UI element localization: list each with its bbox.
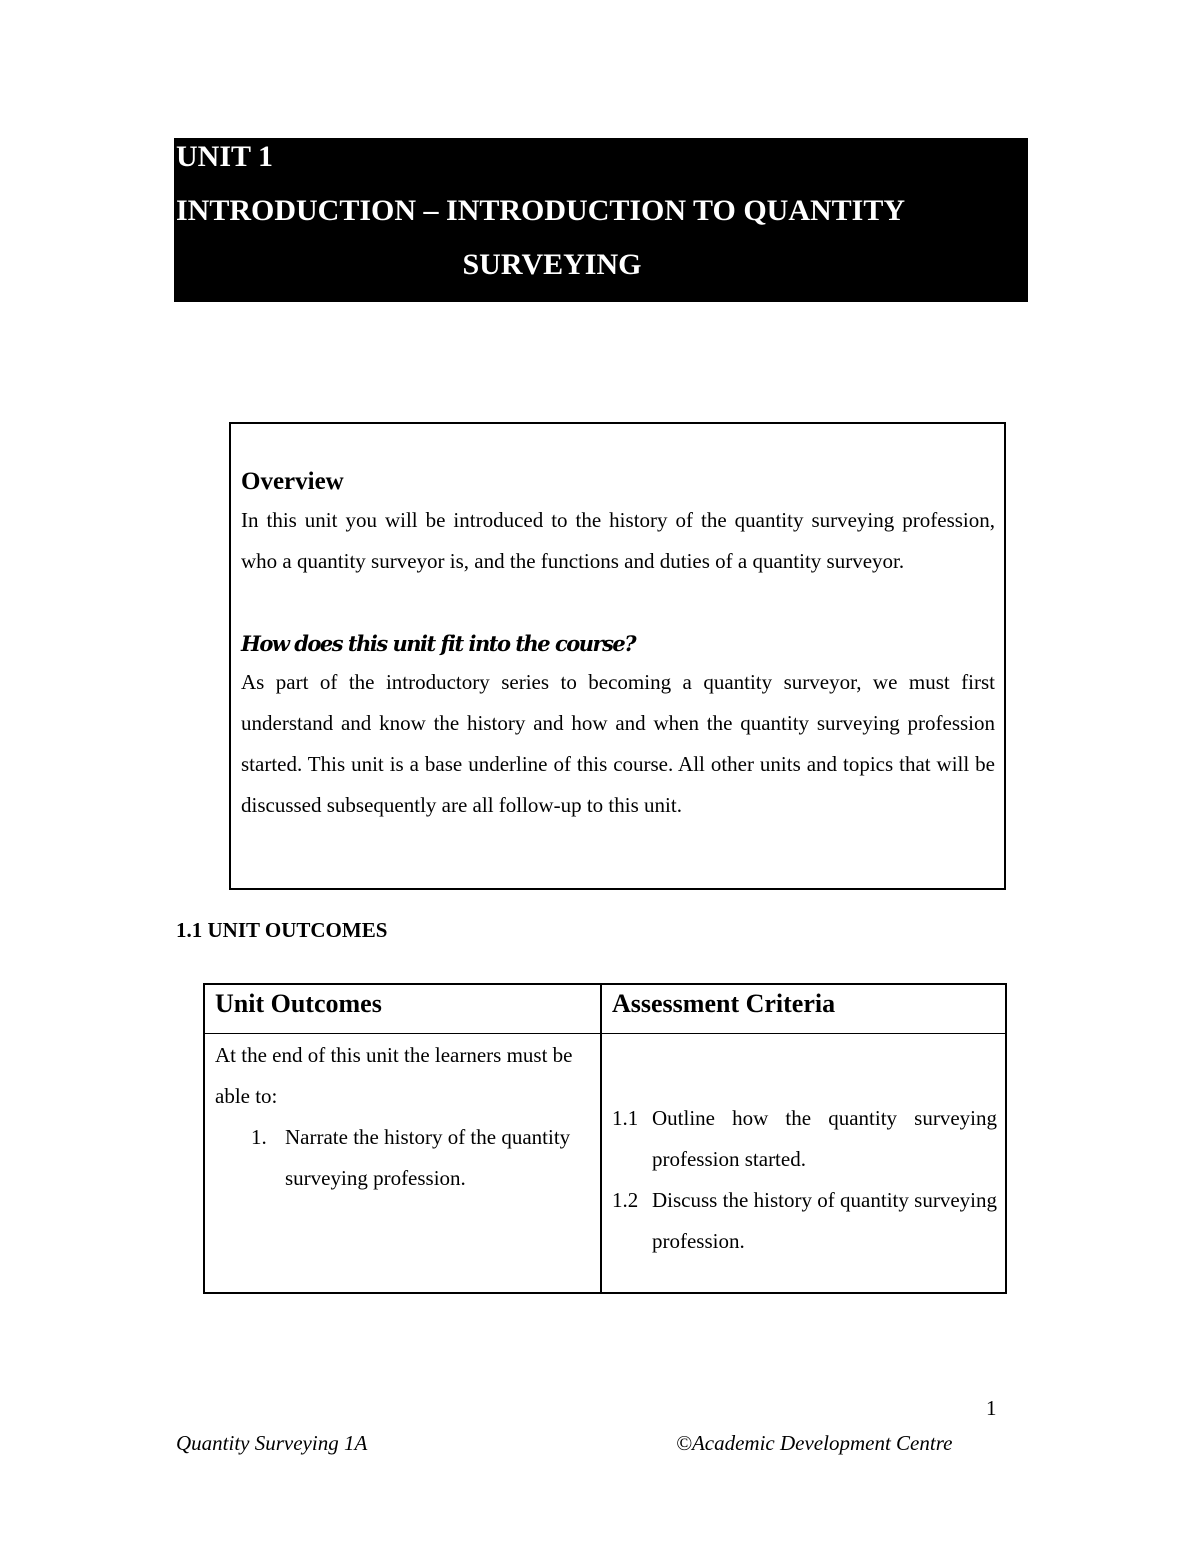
overview-heading: Overview xyxy=(241,468,344,495)
table-column-divider xyxy=(600,985,602,1292)
criterion-number: 1.2 xyxy=(612,1188,639,1212)
criteria-cell xyxy=(612,1098,997,1262)
outcome-text: Narrate the history of the quantity surveying profession. xyxy=(285,1125,571,1190)
footer-copyright: ©Academic Development Centre xyxy=(676,1431,953,1455)
outcome-number: 1. xyxy=(251,1125,267,1149)
overview-paragraph: In this unit you will be introduced to the history of the quantity surveying profession, who a quantity surveyor is, and the functions and duties of a quantity surveyor. xyxy=(241,508,995,573)
criterion-text: Outline how the quantity surveying profession started. xyxy=(652,1106,997,1171)
header-assessment-criteria: Assessment Criteria xyxy=(612,989,836,1018)
unit-title-line2: SURVEYING xyxy=(462,248,642,281)
course-fit-question: How does this unit fit into the course? xyxy=(241,631,636,656)
course-fit-answer: As part of the introductory series to becoming a quantity surveyor, we must first understand and know the history and how and when the quantity surveying profession started. This unit is a base underline of this course. All other units and topics that will be discussed subsequently are all follow-up to this unit. xyxy=(241,670,995,817)
criterion-item xyxy=(612,1180,997,1262)
footer-course-title: Quantity Surveying 1A xyxy=(176,1431,368,1455)
overview-box xyxy=(229,422,1006,890)
outcomes-table xyxy=(203,983,1007,1294)
criterion-item xyxy=(612,1098,997,1180)
page-number: 1 xyxy=(986,1396,997,1420)
criterion-text: Discuss the history of quantity surveying profession. xyxy=(652,1188,997,1253)
section-heading: 1.1 UNIT OUTCOMES xyxy=(176,918,388,942)
unit-title-line1: INTRODUCTION – INTRODUCTION TO QUANTITY xyxy=(176,194,906,227)
title-banner xyxy=(174,138,1028,302)
criterion-number: 1.1 xyxy=(612,1106,639,1130)
outcomes-intro: At the end of this unit the learners must be able to: xyxy=(215,1043,573,1108)
outcome-item xyxy=(215,1117,595,1199)
header-unit-outcomes: Unit Outcomes xyxy=(215,989,382,1018)
outcomes-cell xyxy=(215,1035,595,1199)
unit-label: UNIT 1 xyxy=(176,140,273,173)
table-header-divider xyxy=(205,1033,1005,1034)
